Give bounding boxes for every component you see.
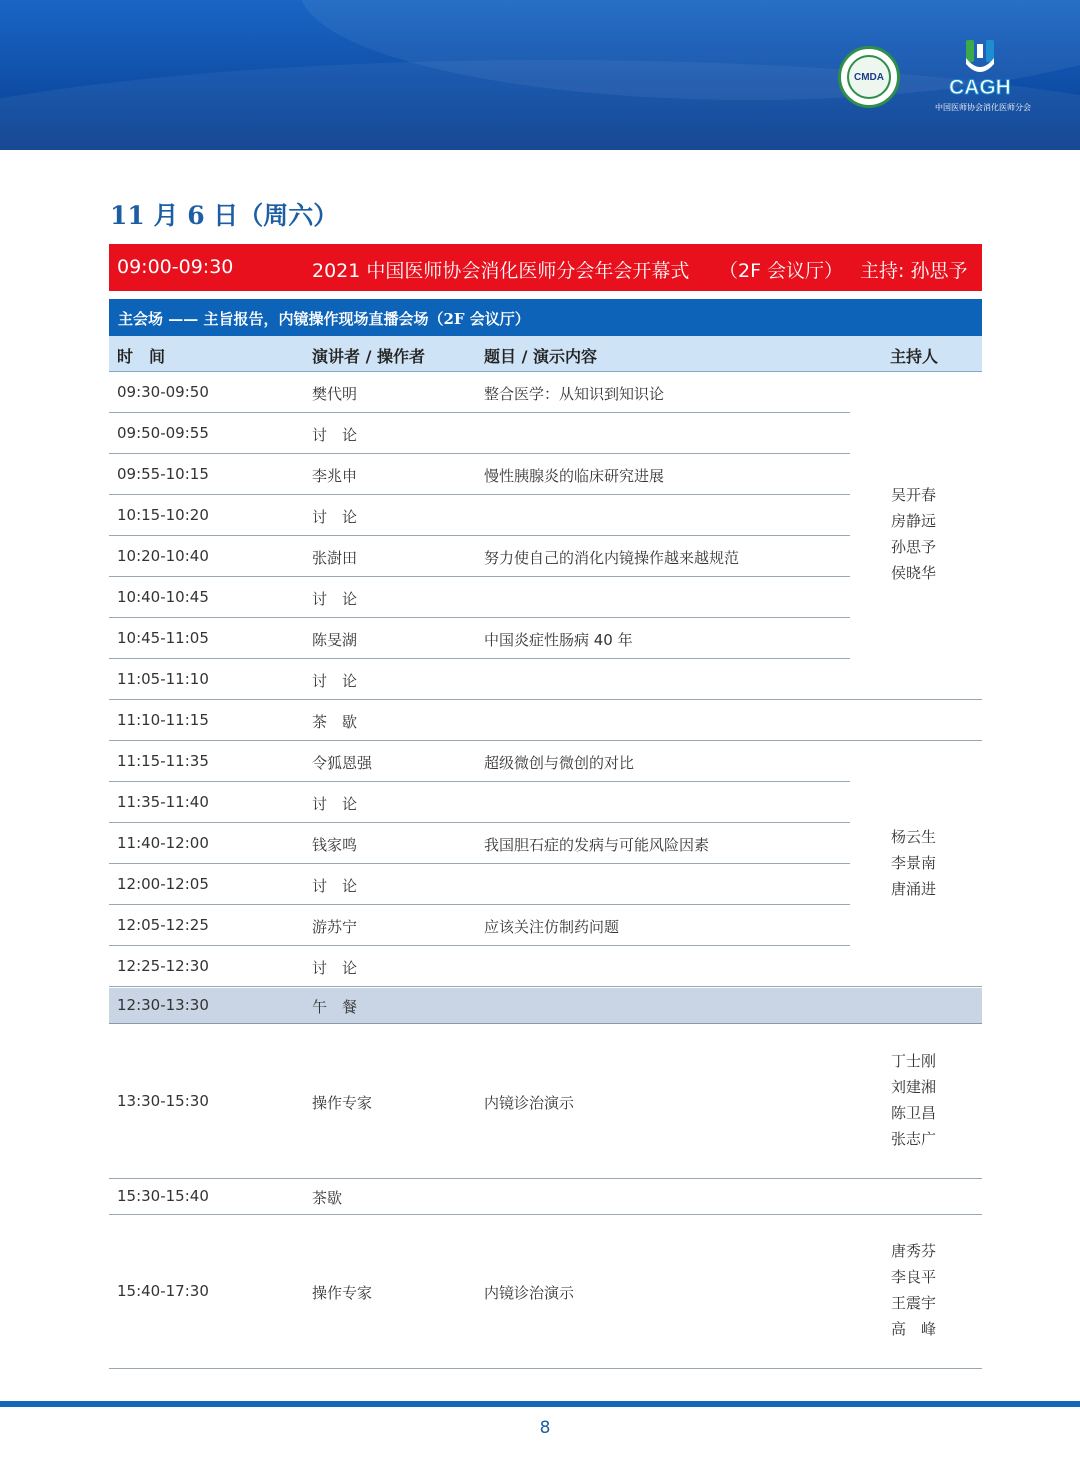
table-row [109, 372, 850, 413]
row-speaker: 午 餐 [312, 998, 358, 1016]
row-speaker: 操作专家 [312, 1094, 373, 1112]
table-row [109, 454, 850, 495]
column-header-host: 主持人 [890, 347, 939, 366]
column-header-speaker: 演讲者 / 操作者 [312, 347, 425, 366]
host-name: 王震宇 [891, 1294, 937, 1312]
row-time: 11:10-11:15 [117, 711, 209, 729]
host-name: 丁士刚 [891, 1052, 937, 1070]
date-title: 11 月 6 日（周六） [110, 201, 339, 230]
host-name: 刘建湘 [891, 1078, 937, 1096]
row-speaker: 讨 论 [312, 795, 358, 813]
host-name: 高 峰 [891, 1320, 937, 1338]
row-time: 12:00-12:05 [117, 875, 209, 893]
table-row [109, 741, 850, 782]
row-topic: 努力使自己的消化内镜操作越来越规范 [484, 549, 740, 567]
cagh-mark-icon [963, 38, 997, 74]
cmda-logo-text: CMDA [854, 71, 884, 83]
row-topic: 慢性胰腺炎的临床研究进展 [484, 467, 665, 485]
row-topic: 超级微创与微创的对比 [484, 754, 635, 772]
row-time: 09:55-10:15 [117, 465, 209, 483]
table-row [109, 577, 850, 618]
table-row [109, 495, 850, 536]
row-time: 10:15-10:20 [117, 506, 209, 524]
table-row [109, 864, 850, 905]
host-group-4 [891, 1238, 936, 1342]
host-name: 孙思予 [891, 538, 937, 556]
session-title: 主会场 —— 主旨报告，内镜操作现场直播会场（2F 会议厅） [118, 310, 530, 328]
row-speaker: 张澍田 [312, 549, 358, 567]
host-group-2 [891, 824, 936, 902]
row-topic: 我国胆石症的发病与可能风险因素 [484, 836, 710, 854]
row-topic: 应该关注仿制药问题 [484, 918, 620, 936]
cmda-logo [838, 46, 900, 108]
row-time: 10:45-11:05 [117, 629, 209, 647]
row-time: 13:30-15:30 [117, 1092, 209, 1110]
demo-row [109, 1215, 982, 1369]
row-time: 15:40-17:30 [117, 1282, 209, 1300]
lunch-row [109, 988, 982, 1024]
row-speaker: 李兆申 [312, 467, 358, 485]
host-name: 杨云生 [891, 828, 937, 846]
row-topic: 内镜诊治演示 [484, 1094, 575, 1112]
session-title-bar [109, 299, 982, 336]
table-row [109, 905, 850, 946]
row-time: 12:05-12:25 [117, 916, 209, 934]
opening-ceremony-bar [109, 244, 982, 291]
row-time: 11:15-11:35 [117, 752, 209, 770]
row-speaker: 陈旻湖 [312, 631, 358, 649]
column-header-topic: 题目 / 演示内容 [484, 347, 597, 366]
row-time: 12:30-13:30 [117, 996, 209, 1014]
table-row [109, 536, 850, 577]
row-time: 09:50-09:55 [117, 424, 209, 442]
row-time: 11:40-12:00 [117, 834, 209, 852]
opening-host: 主持: 孙思予 [860, 260, 968, 282]
host-group-1 [891, 482, 936, 586]
row-speaker: 游苏宁 [312, 918, 358, 936]
host-name: 侯晓华 [891, 564, 937, 582]
row-time: 11:35-11:40 [117, 793, 209, 811]
host-group-3 [891, 1048, 936, 1152]
table-row [109, 413, 850, 454]
host-name: 陈卫昌 [891, 1104, 937, 1122]
table-row [109, 823, 850, 864]
demo-row [109, 1024, 982, 1179]
table-row [109, 946, 982, 987]
row-time: 10:40-10:45 [117, 588, 209, 606]
row-time: 12:25-12:30 [117, 957, 209, 975]
row-speaker: 讨 论 [312, 877, 358, 895]
row-time: 15:30-15:40 [117, 1187, 209, 1205]
row-speaker: 钱家鸣 [312, 836, 358, 854]
row-speaker: 令狐恩强 [312, 754, 373, 772]
host-name: 李良平 [891, 1268, 937, 1286]
footer-rule [0, 1401, 1080, 1407]
row-speaker: 茶 歇 [312, 713, 358, 731]
tea-break-row [109, 1179, 982, 1215]
row-speaker: 樊代明 [312, 385, 358, 403]
column-header-time: 时 间 [117, 347, 166, 366]
host-name: 唐涌进 [891, 880, 937, 898]
table-row [109, 700, 982, 741]
row-speaker: 讨 论 [312, 508, 358, 526]
cagh-logo [935, 38, 1031, 116]
host-name: 张志广 [891, 1130, 937, 1148]
row-time: 11:05-11:10 [117, 670, 209, 688]
row-speaker: 茶歇 [312, 1189, 343, 1207]
table-row [109, 659, 982, 700]
host-name: 李景南 [891, 854, 937, 872]
row-time: 10:20-10:40 [117, 547, 209, 565]
row-speaker: 讨 论 [312, 959, 358, 977]
cagh-logo-word: CAGH [949, 76, 1011, 99]
row-speaker: 讨 论 [312, 590, 358, 608]
opening-title: 2021 中国医师协会消化医师分会年会开幕式 [312, 260, 690, 282]
host-name: 吴开春 [891, 486, 937, 504]
cagh-logo-subtitle: 中国医师协会消化医师分会 [935, 103, 1031, 112]
row-speaker: 讨 论 [312, 426, 358, 444]
row-speaker: 操作专家 [312, 1284, 373, 1302]
table-header [109, 336, 982, 372]
row-topic: 整合医学：从知识到知识论 [484, 385, 665, 403]
page-header [0, 0, 1080, 150]
table-row [109, 782, 850, 823]
page-number: 8 [539, 1418, 551, 1438]
host-name: 房静远 [891, 512, 937, 530]
opening-time: 09:00-09:30 [117, 256, 234, 278]
host-name: 唐秀芬 [891, 1242, 937, 1260]
row-speaker: 讨 论 [312, 672, 358, 690]
row-topic: 中国炎症性肠病 40 年 [484, 631, 633, 649]
table-row [109, 618, 850, 659]
row-topic: 内镜诊治演示 [484, 1284, 575, 1302]
row-time: 09:30-09:50 [117, 383, 209, 401]
opening-venue: （2F 会议厅） [719, 260, 844, 282]
